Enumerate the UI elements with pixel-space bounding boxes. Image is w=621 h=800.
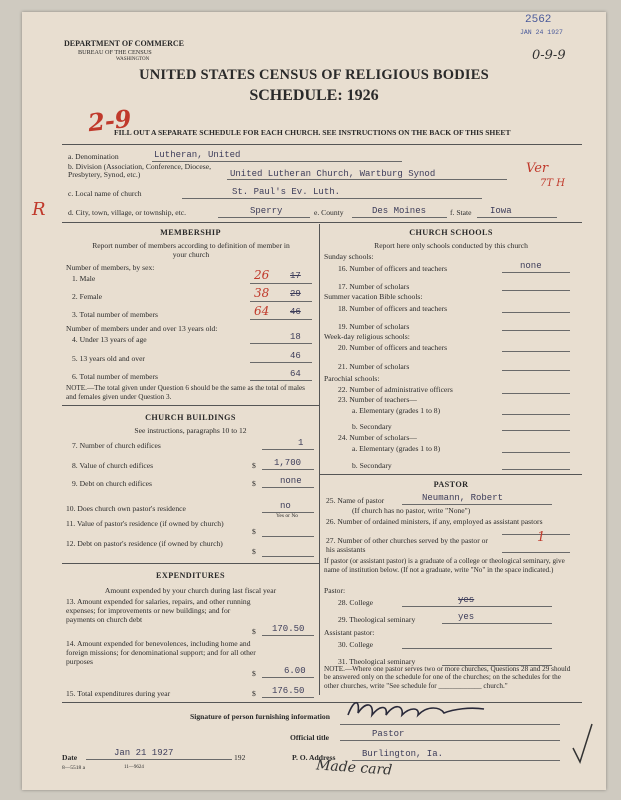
buildings-sub: See instructions, paragraphs 10 to 12 [134, 426, 247, 435]
membership-note: NOTE.—The total given under Question 6 should be the same as the total of males and females given under Question 3. [66, 384, 305, 401]
q16-value: none [520, 261, 542, 271]
membership-heading: MEMBERSHIP [160, 228, 221, 237]
q8-label: 8. Value of church edifices [72, 461, 154, 470]
division-note-2: 7T H [540, 178, 565, 189]
q22-label: 22. Number of administrative officers [338, 385, 453, 394]
division-note: Ver [526, 161, 549, 176]
city-town-label: d. City, town, village, or township, etc. [68, 208, 187, 217]
division-label: b. Division (Association, Conference, Diocese, Presbytery, Synod, etc.) [68, 162, 211, 179]
q23-label: 23. Number of teachers— [338, 395, 417, 404]
q10-hint: Yes or No [276, 513, 299, 519]
po-address-label: P. O. Address [292, 753, 336, 762]
q7-label: 7. Number of church edifices [72, 441, 161, 450]
division-value: United Lutheran Church, Wartburg Synod [230, 169, 436, 179]
sunday-schools-label: Sunday schools: [324, 252, 374, 261]
date-value: Jan 21 1927 [114, 748, 174, 758]
q20-label: 20. Number of officers and teachers [338, 343, 448, 352]
q28-label: 28. College [338, 598, 374, 607]
q9-value: none [280, 476, 302, 486]
city-label: WASHINGTON [116, 57, 150, 62]
q14-label: 14. Amount expended for benevolences, including home and foreign missions; for denominational support; and for all other purposes [66, 639, 256, 666]
form-code: 8—5518 a [62, 765, 86, 771]
dept-label: DEPARTMENT OF COMMERCE [64, 39, 185, 48]
signature-label: Signature of person furnishing information [190, 712, 330, 721]
q10-value: no [280, 501, 291, 511]
q15-value: 176.50 [272, 686, 305, 696]
census-schedule-sheet: 2562 JAN 24 1927 0-9-9 DEPARTMENT OF COMMERCE BUREAU OF THE CENSUS WASHINGTON UNITED STATES CENSUS OF RELIGIOUS BODIES SCHEDULE: 1926 2-9 R FILL OUT A SEPARATE SCHEDULE FOR EACH CHURCH. SEE INSTRUCTIONS ON THE BACK OF THIS SHEET a. Denomination Lutheran, United b. Division (Association, Conference, Diocese, Presbytery, Synod, etc.) United Lutheran Church, Wartburg Synod Ver 7T H c. Local name of church St. Paul's Ev. Luth. d. City, town, village, or township, etc. Sperry e. County Des Moines f. State Iowa MEMBERSHIP Report number of members according to definition of member in your church Number of members, by sex: 1. Male 26 17 2. Female 38 29 3. Total number of members 64 46 Number of members under and over 13 years old: 4. Under 13 years of age 18 5. 13 years old and over 46 6. Total number of members 64 NOTE.—The total given under Question 6 should be the same as the total of males and females given under Question 3. CHURCH BUILDINGS See instructions, paragraphs 10 to 12 7. Number of church edifices 1 8. Value of church edifices $ 1,700 9. Debt on church edifices $ none 10. Does church own pastor's residence no Yes or No 11. Value of pastor's residence (if owned by church) $ 12. Debt on pastor's residence (if owned by church) $ EXPENDITURES Amount expended by your church during last fiscal year 13. Amount expended for salaries, repairs, and other running expenses; for improvements or new buildings; and for payments on church debt $ 170.50 14. Amount expended for benevolences, including home and foreign missions; for denominational support; and for all other purposes $ 6.00 15. Total expenditures during year $ 176.50 CHURCH SCHOOLS Report here only schools conducted by this church Sunday schools: 16. Number of officers and teachers none 17. Number of scholars Summer vacation Bible schools: 18. Number of officers and teachers 19. Number of scholars Week-day religious schools: 20. Number of officers and teachers 21. Number of scholars Parochial schools: 22. Number of administrative officers 23. Number of teachers— a. Elementary (grades 1 to 8) b. Secondary 24. Number of scholars— a. Elementary (grades 1 to 8) b. Secondary PASTOR 25. Name of pastor Neumann, Robert (If church has no pastor, write "None") 26. Number of ordained ministers, if any, employed as assistant pastors 27. Number of other churches served by the pastor or his assistants 1 If pastor (or assistant pastor) is a graduate of a college or theological seminary, give name of institution below. (If not a graduate, write "No" in the space indicated.) Pastor: 28. College yes 29. Theological seminary yes Assistant pastor: 30. College 31. Theological seminary NOTE.—Where one pastor serves two or more churches, Questions 28 and 29 should be answered only on the schedule for one of the churches; on the schedules for the other churches, write "See schedule for ____________ church." Signature of person furnishing information Official title Pastor Date Jan 21 1927 192 P. O. Address Burlington, Ia. 8—5518 a 11—9624 Made card [22, 12, 606, 790]
female-label: 2. Female [72, 292, 102, 301]
official-title-label: Official title [290, 733, 330, 742]
q11-label: 11. Value of pastor's residence (if owned by church) [66, 519, 224, 528]
summer-schools-label: Summer vacation Bible schools: [324, 292, 423, 301]
q13-label: 13. Amount expended for salaries, repairs, and other running expenses; for improvements or new buildings; and for payments on church debt [66, 597, 251, 624]
total-6-value: 64 [290, 369, 301, 379]
total-6-label: 6. Total number of members [72, 372, 159, 381]
age-intro: Number of members under and over 13 years old: [66, 324, 218, 333]
q29-label: 29. Theological seminary [338, 615, 416, 624]
q23b-label: b. Secondary [352, 422, 392, 431]
schools-heading: CHURCH SCHOOLS [409, 228, 493, 237]
county-label: e. County [314, 208, 344, 217]
print-code: 11—9624 [124, 765, 144, 770]
form-subtitle: SCHEDULE: 1926 [249, 87, 379, 104]
q24b-label: b. Secondary [352, 461, 392, 470]
q18-label: 18. Number of officers and teachers [338, 304, 448, 313]
buildings-heading: CHURCH BUILDINGS [145, 413, 236, 422]
q24a-label: a. Elementary (grades 1 to 8) [352, 444, 441, 453]
check-mark-icon [570, 720, 596, 766]
q26-label: 26. Number of ordained ministers, if any, employed as assistant pastors [326, 517, 543, 526]
q31-label: 31. Theological seminary [338, 657, 416, 666]
membership-intro: Report number of members according to definition of member in your church [92, 241, 290, 259]
q25-value: Neumann, Robert [422, 493, 504, 503]
date-year-suffix: 192 [234, 753, 246, 762]
over-13-value: 46 [290, 351, 301, 361]
total-members-hand: 64 [254, 304, 270, 318]
q14-value: 6.00 [284, 666, 306, 676]
q10-label: 10. Does church own pastor's residence [66, 504, 186, 513]
q30-label: 30. College [338, 640, 374, 649]
pastor-note: NOTE.—Where one pastor serves two or more churches, Questions 28 and 29 should be answered only on the schedule for one of the churches; on the schedules for the other churches, write "See schedule for ____________ church." [324, 665, 571, 690]
over-13-label: 5. 13 years old and over [72, 354, 145, 363]
q27-label: 27. Number of other churches served by the pastor or his assistants [326, 536, 488, 554]
male-label: 1. Male [72, 274, 96, 283]
form-title: UNITED STATES CENSUS OF RELIGIOUS BODIES [139, 67, 489, 83]
graduate-note: If pastor (or assistant pastor) is a graduate of a college or theological seminary, give name of institution below. (If not a graduate, write "No" in the space indicated.) [324, 557, 565, 574]
total-members-value: 46 [290, 307, 301, 317]
denomination-label: a. Denomination [68, 152, 119, 161]
weekday-schools-label: Week-day religious schools: [324, 332, 410, 341]
file-code: 0-9-9 [532, 48, 566, 63]
po-address-value: Burlington, Ia. [362, 749, 444, 759]
expenditures-heading: EXPENDITURES [156, 571, 225, 580]
q12-label: 12. Debt on pastor's residence (if owned by church) [66, 539, 223, 548]
pastor-sub-label: Pastor: [324, 586, 346, 595]
q7-value: 1 [298, 438, 304, 448]
female-value: 29 [290, 289, 301, 299]
total-members-label: 3. Total number of members [72, 310, 159, 319]
made-card-note: Made card [315, 757, 393, 779]
instruction-line: FILL OUT A SEPARATE SCHEDULE FOR EACH CHURCH. SEE INSTRUCTIONS ON THE BACK OF THIS SHEET [114, 128, 511, 137]
male-hand: 26 [254, 268, 270, 282]
female-hand: 38 [254, 286, 270, 300]
q27-value: 1 [537, 530, 546, 545]
q8-value: 1,700 [274, 458, 302, 468]
q25-hint: (If church has no pastor, write "None") [352, 506, 471, 515]
q23a-label: a. Elementary (grades 1 to 8) [352, 406, 441, 415]
q17-label: 17. Number of scholars [338, 282, 410, 291]
county-value: Des Moines [372, 206, 427, 216]
q24-label: 24. Number of scholars— [338, 433, 417, 442]
male-value: 17 [290, 271, 301, 281]
date-label: Date [62, 753, 78, 762]
red-code: 2-9 [86, 103, 133, 138]
stamp-number: 2562 [525, 14, 552, 26]
q16-label: 16. Number of officers and teachers [338, 264, 448, 273]
parochial-schools-label: Parochial schools: [324, 374, 380, 383]
q28-value: yes [458, 595, 475, 605]
under-13-value: 18 [290, 332, 301, 342]
members-by-sex-label: Number of members, by sex: [66, 263, 155, 272]
pastor-heading: PASTOR [433, 480, 469, 489]
q25-label: 25. Name of pastor [326, 496, 385, 505]
state-value: Iowa [490, 206, 512, 216]
expenditures-sub: Amount expended by your church during last fiscal year [104, 586, 277, 595]
stamp-date: JAN 24 1927 [520, 29, 563, 36]
schools-intro: Report here only schools conducted by this church [374, 241, 528, 250]
q19-label: 19. Number of scholars [338, 322, 410, 331]
margin-mark: R [32, 199, 46, 220]
q15-label: 15. Total expenditures during year [66, 689, 171, 698]
asst-pastor-sub-label: Assistant pastor: [324, 628, 375, 637]
q21-label: 21. Number of scholars [338, 362, 410, 371]
q29-value: yes [458, 612, 475, 622]
bureau-label: BUREAU OF THE CENSUS [78, 49, 152, 56]
q13-value: 170.50 [272, 624, 305, 634]
denomination-value: Lutheran, United [154, 150, 241, 160]
under-13-label: 4. Under 13 years of age [72, 335, 147, 344]
city-town-value: Sperry [250, 206, 283, 216]
q9-label: 9. Debt on church edifices [72, 479, 152, 488]
local-name-value: St. Paul's Ev. Luth. [232, 187, 341, 197]
state-label: f. State [450, 208, 472, 217]
official-title-value: Pastor [372, 729, 405, 739]
local-name-label: c. Local name of church [68, 189, 142, 198]
signature-scrawl [344, 695, 494, 725]
